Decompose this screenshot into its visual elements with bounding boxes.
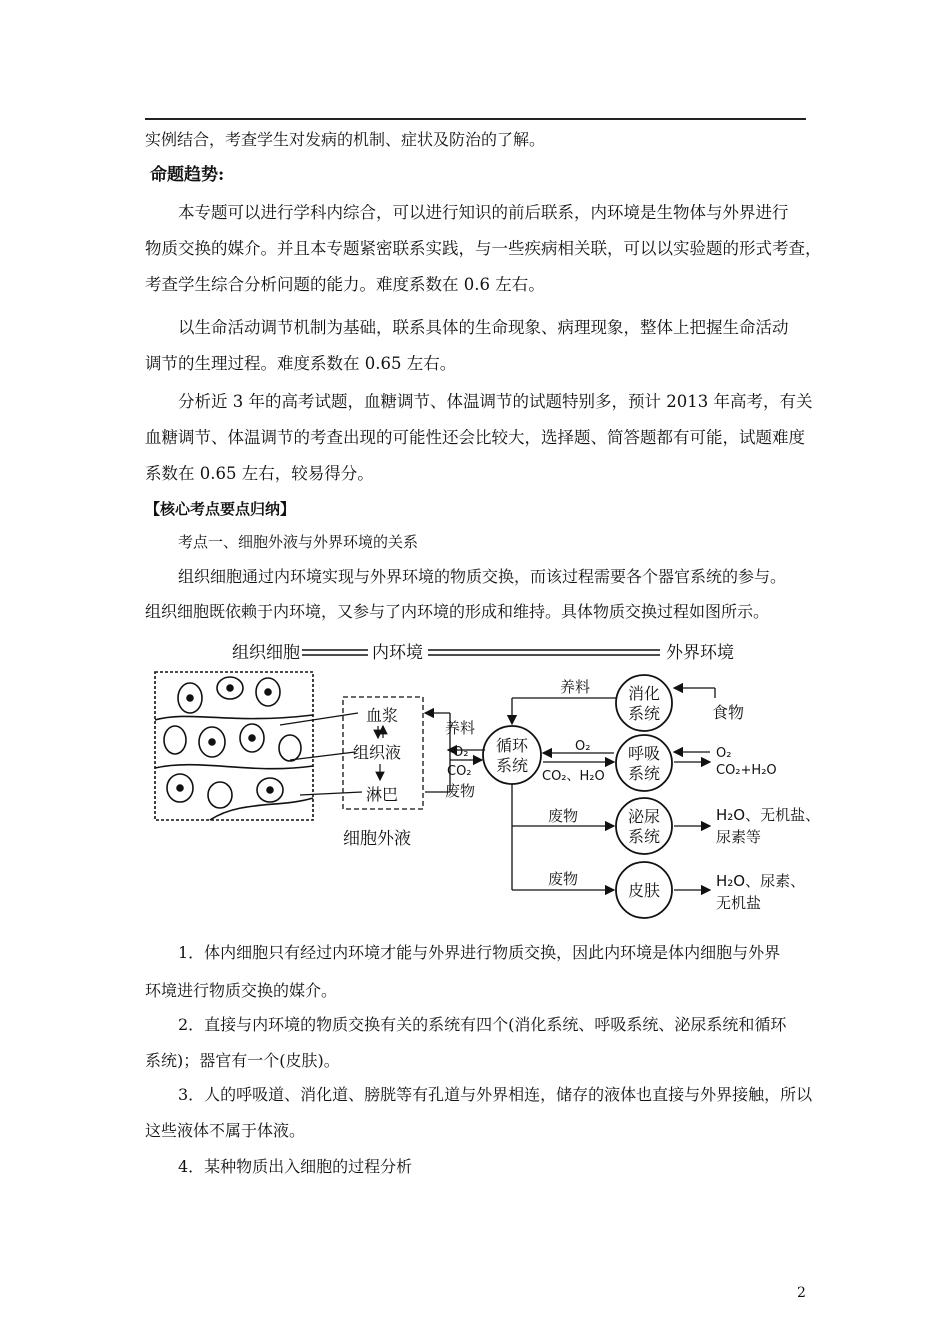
digestive-label-2: 系统 (628, 704, 661, 723)
skin-label: 皮肤 (628, 881, 661, 900)
plasma-label: 血浆 (366, 706, 399, 725)
waste-urinary-label: 废物 (548, 807, 579, 825)
urinary-label-1: 泌尿 (628, 807, 661, 826)
respiratory-label-2: 系统 (628, 764, 661, 783)
trend-p2-line1: 以生命活动调节机制为基础，联系具体的生命现象、病理现象，整体上把握生命活动 (178, 318, 789, 337)
trend-heading: 命题趋势: (150, 165, 225, 185)
respiratory-label-1: 呼吸 (628, 744, 661, 763)
leader-plasma (280, 713, 358, 725)
co2-h2o-right-label: CO₂+H₂O (716, 763, 777, 778)
external-env-label: 外界环境 (666, 643, 734, 663)
core-heading: 【核心考点要点归纳】 (145, 500, 296, 518)
trend-p1-line2: 物质交换的媒介。并且本专题紧密联系实践，与一些疾病相关联，可以以实验题的形式考查， (145, 239, 822, 258)
waste-left-label: 废物 (445, 782, 476, 800)
material-exchange-diagram (150, 630, 840, 920)
tissue-fluid-label: 组织液 (353, 743, 402, 762)
o2-mid-label: O₂ (575, 739, 591, 754)
header-rule (145, 118, 806, 120)
intro-line1: 组织细胞通过内环境实现与外界环境的物质交换，而该过程需要各个器官系统的参与。 (178, 567, 787, 586)
trend-p2-line2: 调节的生理过程。难度系数在 0.65 左右。 (145, 354, 457, 373)
circulation-label-2: 系统 (496, 756, 529, 775)
lymph-label: 淋巴 (366, 785, 399, 804)
nutrients-left-label: 养料 (445, 719, 476, 737)
extracellular-fluid-label: 细胞外液 (343, 829, 411, 849)
circulation-circle (483, 726, 541, 784)
note2-line2: 系统)；器官有一个(皮肤)。 (145, 1051, 340, 1070)
co2-left-label: CO₂ (447, 764, 472, 779)
leader-lymph (300, 792, 362, 795)
trend-p1-line3: 考查学生综合分析问题的能力。难度系数在 0.6 左右。 (145, 275, 545, 294)
note2-line1: 2．直接与内环境的物质交换有关的系统有四个(消化系统、呼吸系统、泌尿系统和循环 (178, 1015, 787, 1034)
note3-line2: 这些液体不属于体液。 (145, 1121, 306, 1140)
note4-line1: 4．某种物质出入细胞的过程分析 (178, 1157, 413, 1176)
o2-right-label: O₂ (716, 746, 732, 761)
o2-left-label: O₂ (453, 745, 469, 760)
urinary-output-line1: H₂O、无机盐、 (716, 806, 821, 824)
trend-p3-line3: 系数在 0.65 左右，较易得分。 (145, 464, 374, 483)
tissue-cell-label: 组织细胞 (232, 643, 300, 663)
intro-line2: 组织细胞既依赖于内环境，又参与了内环境的形成和维持。具体物质交换过程如图所示。 (145, 602, 770, 621)
nutrients-top-label: 养料 (560, 678, 591, 696)
urinary-output-line2: 尿素等 (716, 828, 762, 846)
trend-p1-line1: 本专题可以进行学科内综合，可以进行知识的前后联系，内环境是生物体与外界进行 (178, 203, 789, 222)
co2-h2o-mid-label: CO₂、H₂O (542, 769, 605, 784)
note1-line1: 1．体内细胞只有经过内环境才能与外界进行物质交换，因此内环境是体内细胞与外界 (178, 943, 781, 962)
internal-env-label: 内环境 (372, 643, 423, 663)
digestive-label-1: 消化 (628, 684, 661, 703)
skin-output-line2: 无机盐 (716, 894, 762, 912)
waste-skin-label: 废物 (548, 870, 579, 888)
note3-line1: 3．人的呼吸道、消化道、膀胱等有孔道与外界相连，储存的液体也直接与外界接触，所以 (178, 1085, 813, 1104)
trend-p3-line1: 分析近 3 年的高考试题，血糖调节、体温调节的试题特别多，预计 2013 年高考，有关 (178, 392, 813, 411)
circulation-label-1: 循环 (496, 736, 529, 755)
continued-text-line: 实例结合，考查学生对发病的机制、症状及防治的了解。 (145, 130, 546, 149)
point1-title: 考点一、细胞外液与外界环境的关系 (178, 533, 419, 551)
skin-output-line1: H₂O、尿素、 (716, 872, 806, 890)
food-label: 食物 (712, 703, 745, 722)
page-number: 2 (797, 1285, 806, 1301)
trend-p3-line2: 血糖调节、体温调节的考查出现的可能性还会比较大，选择题、简答题都有可能，试题难度 (145, 428, 805, 447)
tissue-illustration (155, 672, 313, 820)
note1-line2: 环境进行物质交换的媒介。 (145, 981, 338, 1000)
urinary-label-2: 系统 (628, 827, 661, 846)
